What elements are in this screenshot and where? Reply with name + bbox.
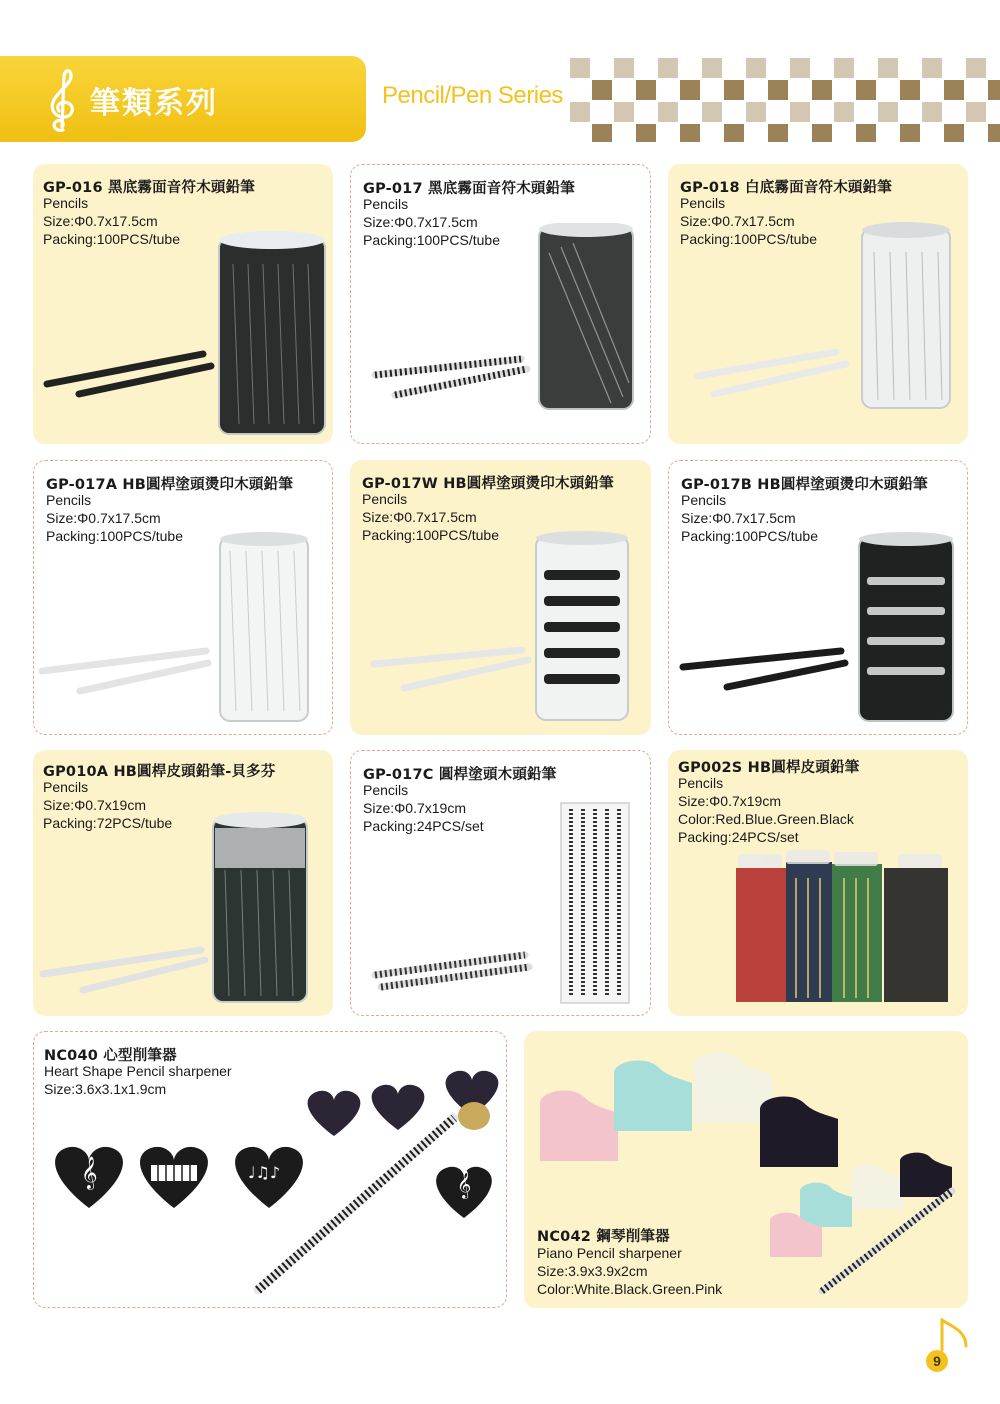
product-type: Pencils [362, 491, 408, 507]
product-type: Heart Shape Pencil sharpener [44, 1063, 232, 1079]
product-card-gp016 [33, 164, 333, 444]
product-type: Piano Pencil sharpener [537, 1245, 682, 1261]
product-title: GP-017 黑底霧面音符木頭鉛筆 [363, 181, 576, 197]
product-size: Size:3.9x3.9x2cm [537, 1263, 648, 1279]
pencil-tube-image [677, 531, 967, 731]
section-title-zh: 筆類系列 [90, 86, 218, 121]
product-size: Size:Φ0.7x17.5cm [363, 214, 478, 230]
svg-text:𝄞: 𝄞 [457, 1170, 472, 1198]
product-size: Size:Φ0.7x19cm [363, 800, 466, 816]
product-card-gp017a [33, 460, 333, 735]
product-title: GP002S HB圓桿皮頭鉛筆 [678, 760, 860, 776]
product-title: NC042 鋼琴削筆器 [537, 1229, 670, 1245]
product-type: Pencils [43, 195, 89, 211]
product-size: Size:Φ0.7x17.5cm [362, 509, 477, 525]
pencil-tube-image [361, 223, 649, 443]
product-packing: Packing:100PCS/tube [680, 231, 817, 247]
product-card-gp010a [33, 750, 333, 1016]
pencil-tube-image [358, 530, 648, 730]
product-size: Size:Φ0.7x17.5cm [681, 510, 796, 526]
product-title: NC040 心型削筆器 [44, 1048, 177, 1064]
product-packing: Packing:100PCS/tube [43, 231, 180, 247]
pencil-box-image [361, 795, 649, 1011]
page-number: 9 [926, 1350, 948, 1372]
pencil-tube-image [678, 222, 966, 442]
product-card-gp017b [668, 460, 968, 735]
pencil-packs-image [728, 848, 958, 1008]
product-title: GP-016 黑底霧面音符木頭鉛筆 [43, 180, 256, 196]
svg-text:𝄞: 𝄞 [81, 1156, 98, 1189]
pencil-tube-image [38, 531, 332, 731]
product-card-gp017w [350, 460, 651, 735]
product-packing: Packing:24PCS/set [363, 818, 484, 834]
product-size: Size:Φ0.7x17.5cm [680, 213, 795, 229]
product-type: Pencils [46, 492, 92, 508]
product-color: Color:Red.Blue.Green.Black [678, 811, 854, 827]
product-packing: Packing:100PCS/tube [362, 527, 499, 543]
product-type: Pencils [363, 782, 409, 798]
product-packing: Packing:72PCS/tube [43, 815, 173, 831]
product-type: Pencils [680, 195, 726, 211]
product-packing: Packing:24PCS/set [678, 829, 799, 845]
product-size: Size:3.6x3.1x1.9cm [44, 1081, 167, 1097]
treble-clef-icon [44, 66, 80, 134]
product-card-gp017c [350, 750, 651, 1016]
section-title-en: Pencil/Pen Series [382, 82, 563, 109]
pencil-tube-image [37, 810, 331, 1010]
checker-pattern [570, 58, 1000, 142]
product-type: Pencils [363, 196, 409, 212]
product-type: Pencils [678, 775, 724, 791]
product-card-gp017 [350, 164, 651, 444]
product-title: GP-018 白底霧面音符木頭鉛筆 [680, 180, 893, 196]
product-title: GP-017W HB圓桿塗頭燙印木頭鉛筆 [362, 476, 614, 492]
product-packing: Packing:100PCS/tube [681, 528, 818, 544]
product-packing: Packing:100PCS/tube [46, 528, 183, 544]
svg-text:♩♫♪: ♩♫♪ [248, 1163, 281, 1182]
product-title: GP010A HB圓桿皮頭鉛筆-貝多芬 [43, 764, 276, 780]
product-card-nc040 [33, 1031, 507, 1308]
product-type: Pencils [43, 779, 89, 795]
product-title: GP-017B HB圓桿塗頭燙印木頭鉛筆 [681, 477, 928, 493]
product-type: Pencils [681, 492, 727, 508]
heart-sharpener-image [44, 1058, 504, 1306]
product-color: Color:White.Black.Green.Pink [537, 1281, 723, 1297]
product-size: Size:Φ0.7x19cm [678, 793, 781, 809]
product-card-gp018 [668, 164, 968, 444]
product-card-gp002s [668, 750, 968, 1016]
product-size: Size:Φ0.7x17.5cm [43, 213, 158, 229]
product-packing: Packing:100PCS/tube [363, 232, 500, 248]
pencil-tube-image [43, 224, 333, 444]
product-size: Size:Φ0.7x19cm [43, 797, 146, 813]
product-title: GP-017C 圓桿塗頭木頭鉛筆 [363, 767, 557, 783]
product-title: GP-017A HB圓桿塗頭燙印木頭鉛筆 [46, 477, 294, 493]
product-card-nc042 [524, 1031, 968, 1308]
product-size: Size:Φ0.7x17.5cm [46, 510, 161, 526]
